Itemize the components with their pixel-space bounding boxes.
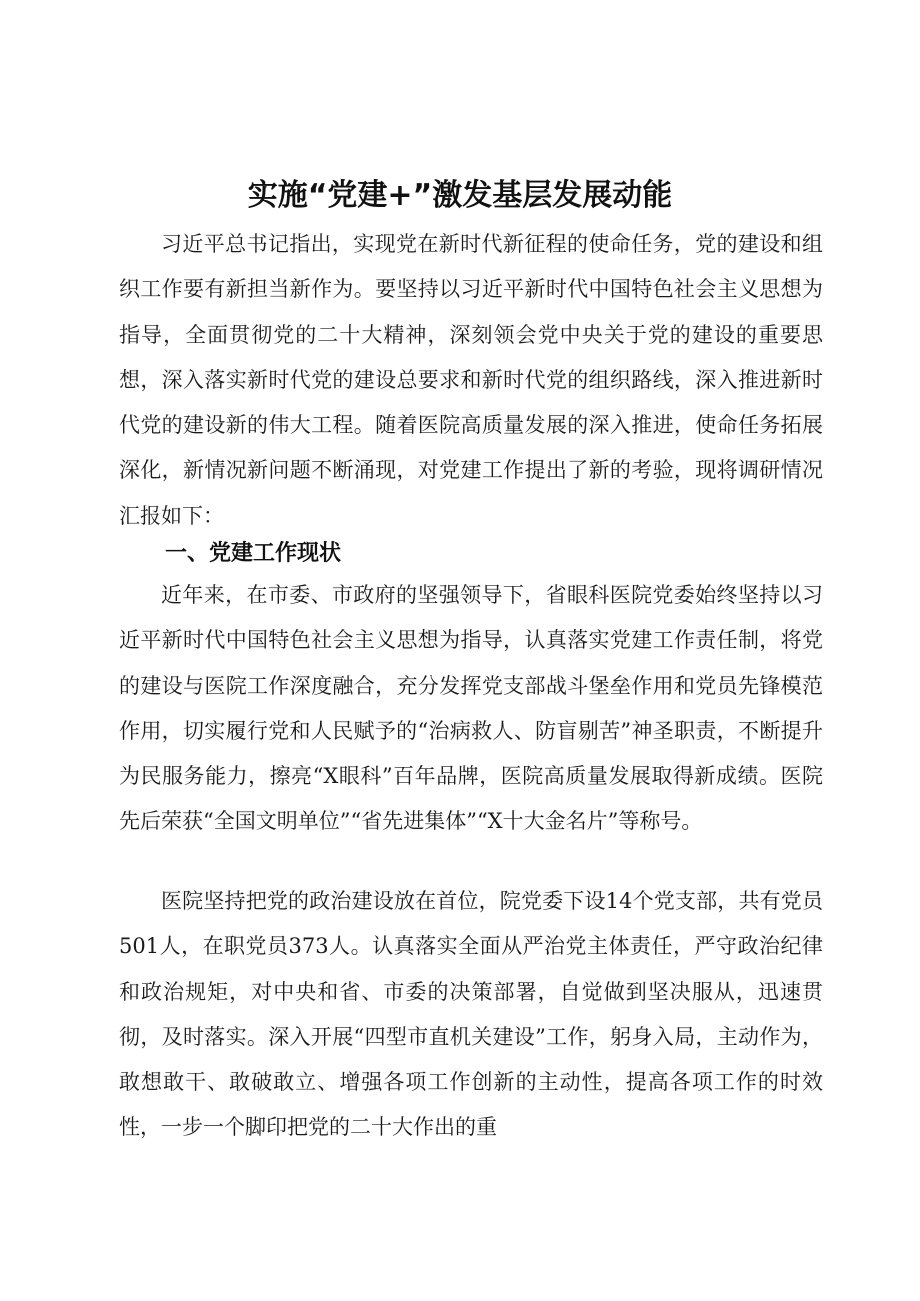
section-paragraph-2: 医院坚持把党的政治建设放在首位，院党委下设14个党支部，共有党员501人，在职党员373人。认真落实全面从严治党主体责任，严守政治纪律和政治规矩，对中央和省、市委的决策部署，自觉做到坚决服从，迅速贯彻，及时落实。深入开展“四型市直机关建设”工作，躬身入局，主动作为，敢想敢干、敢破敢立、增强各项工作创新的主动性，提高各项工作的时效性，一步一个脚印把党的二十大作出的重 [119,889,823,1140]
intro-paragraph: 习近平总书记指出，实现党在新时代新征程的使命任务，党的建设和组织工作要有新担当新作为。要坚持以习近平新时代中国特色社会主义思想为指导，全面贯彻党的二十大精神，深刻领会党中央关于党的建设的重要思想，深入落实新时代党的建设总要求和新时代党的组织路线，深入推进新时代党的建设新的伟大工程。随着医院高质量发展的深入推进，使命任务拓展深化，新情况新问题不断涌现，对党建工作提出了新的考验，现将调研情况汇报如下： [119,232,823,528]
document-title: 实施“党建+”激发基层发展动能 [247,178,673,213]
section-paragraph-1: 近年来，在市委、市政府的坚强领导下，省眼科医院党委始终坚持以习近平新时代中国特色社会主义思想为指导，认真落实党建工作责任制，将党的建设与医院工作深度融合，充分发挥党支部战斗堡垒作用和党员先锋模范作用，切实履行党和人民赋予的“治病救人、防盲剔苦”神圣职责，不断提升为民服务能力，擦亮“X眼科”百年品牌，医院高质量发展取得新成绩。医院先后荣获“全国文明单位”“省先进集体”“X十大金名片”等称号。 [119,583,823,834]
section-heading: 一、党建工作现状 [165,541,342,566]
